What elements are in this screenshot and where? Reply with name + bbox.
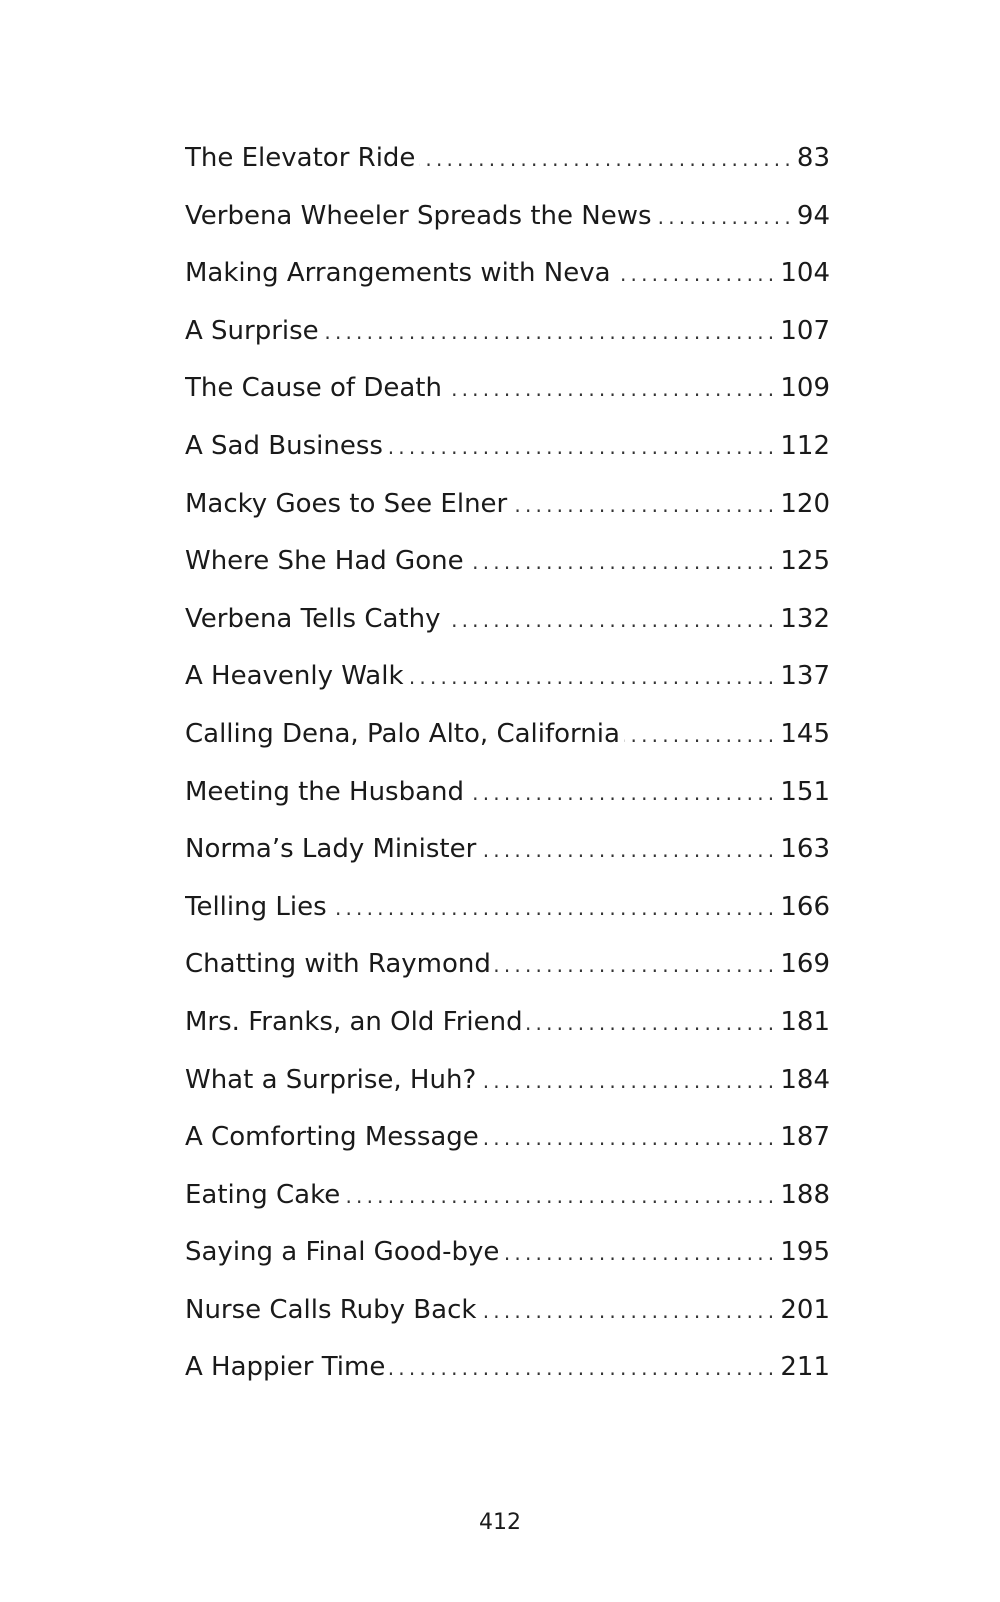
toc-entry-title: Saying a Final Good-bye — [185, 1237, 500, 1268]
toc-entry-page: 187 — [780, 1122, 830, 1153]
toc-entry-page: 151 — [780, 776, 830, 807]
dot-leader — [408, 649, 779, 706]
toc-entry — [185, 936, 830, 994]
toc-entry-page: 112 — [780, 430, 830, 461]
toc-entry-title: What a Surprise, Huh? — [185, 1064, 477, 1095]
toc-entry-title: Chatting with Raymond — [185, 949, 491, 980]
toc-entry — [185, 1109, 830, 1167]
dot-leader — [331, 880, 779, 937]
toc-entry — [185, 1167, 830, 1225]
toc-entry-title: Nurse Calls Ruby Back — [185, 1294, 477, 1325]
toc-entry-title: Making Arrangements with Neva — [185, 258, 611, 289]
toc-entry — [185, 476, 830, 534]
toc-entry — [185, 821, 830, 879]
toc-entry-title: The Elevator Ride — [185, 143, 416, 173]
toc-entry-page: 107 — [780, 315, 830, 346]
dot-leader — [344, 1168, 778, 1225]
toc-entry-page: 109 — [780, 373, 830, 404]
toc-entry — [185, 591, 830, 649]
toc-entry — [185, 879, 830, 937]
table-of-contents — [185, 130, 830, 1397]
dot-leader — [483, 1110, 779, 1167]
toc-entry — [185, 1339, 830, 1397]
toc-entry-title: Macky Goes to See Elner — [185, 488, 508, 519]
dot-leader — [503, 1225, 778, 1282]
toc-entry — [185, 418, 830, 476]
toc-entry-page: 181 — [780, 1006, 830, 1037]
toc-entry-title: The Cause of Death — [185, 373, 442, 404]
toc-entry-page: 83 — [796, 143, 830, 173]
toc-entry-title: A Happier Time — [185, 1352, 386, 1383]
toc-entry-page: 104 — [780, 258, 830, 289]
dot-leader — [480, 822, 778, 879]
dot-leader — [419, 131, 794, 188]
toc-entry — [185, 1052, 830, 1110]
dot-leader — [389, 1340, 778, 1397]
dot-leader — [480, 1053, 778, 1110]
dot-leader — [656, 189, 795, 246]
toc-entry — [185, 360, 830, 418]
toc-entry — [185, 188, 830, 246]
dot-leader — [624, 707, 778, 764]
toc-entry — [185, 994, 830, 1052]
toc-entry-title: Meeting the Husband — [185, 776, 465, 807]
toc-entry-page: 125 — [780, 546, 830, 577]
toc-entry-page: 169 — [780, 949, 830, 980]
dot-leader — [468, 765, 778, 822]
dot-leader — [446, 361, 778, 418]
page-number: 412 — [479, 1510, 521, 1535]
toc-entry-title: Where She Had Gone — [185, 546, 464, 577]
toc-entry-page: 211 — [780, 1352, 830, 1383]
dot-leader — [323, 304, 779, 361]
toc-entry-page: 145 — [780, 718, 830, 749]
dot-leader — [445, 592, 779, 649]
toc-entry-page: 137 — [780, 661, 830, 692]
toc-entry — [185, 706, 830, 764]
toc-entry-title: Mrs. Franks, an Old Friend — [185, 1006, 523, 1037]
toc-entry-title: Norma’s Lady Minister — [185, 834, 477, 865]
toc-entry-title: A Heavenly Walk — [185, 661, 404, 692]
toc-entry-page: 163 — [780, 834, 830, 865]
toc-entry-page: 166 — [780, 891, 830, 922]
dot-leader — [387, 419, 778, 476]
toc-entry — [185, 1224, 830, 1282]
toc-entry — [185, 245, 830, 303]
toc-entry — [185, 130, 830, 188]
toc-entry — [185, 1282, 830, 1340]
toc-entry-page: 201 — [780, 1294, 830, 1325]
toc-entry-page: 132 — [780, 603, 830, 634]
dot-leader — [480, 1283, 778, 1340]
dot-leader — [468, 534, 779, 591]
toc-entry-title: A Surprise — [185, 315, 319, 346]
toc-entry-page: 195 — [780, 1237, 830, 1268]
toc-entry — [185, 764, 830, 822]
toc-entry-title: A Sad Business — [185, 430, 383, 461]
toc-entry-title: Verbena Wheeler Spreads the News — [185, 200, 652, 231]
toc-entry-title: Telling Lies — [185, 891, 327, 922]
toc-entry — [185, 533, 830, 591]
toc-entry-page: 184 — [780, 1064, 830, 1095]
toc-entry-title: A Comforting Message — [185, 1122, 479, 1153]
toc-entry-title: Verbena Tells Cathy — [185, 603, 441, 634]
toc-entry-page: 188 — [780, 1179, 830, 1210]
dot-leader — [495, 937, 778, 994]
toc-entry-page: 94 — [796, 200, 830, 231]
toc-entry — [185, 648, 830, 706]
toc-entry — [185, 303, 830, 361]
toc-entry-page: 120 — [780, 488, 830, 519]
toc-entry-title: Eating Cake — [185, 1179, 341, 1210]
dot-leader — [511, 477, 778, 534]
toc-entry-title: Calling Dena, Palo Alto, California — [185, 718, 620, 749]
dot-leader — [527, 995, 779, 1052]
dot-leader — [615, 246, 779, 303]
